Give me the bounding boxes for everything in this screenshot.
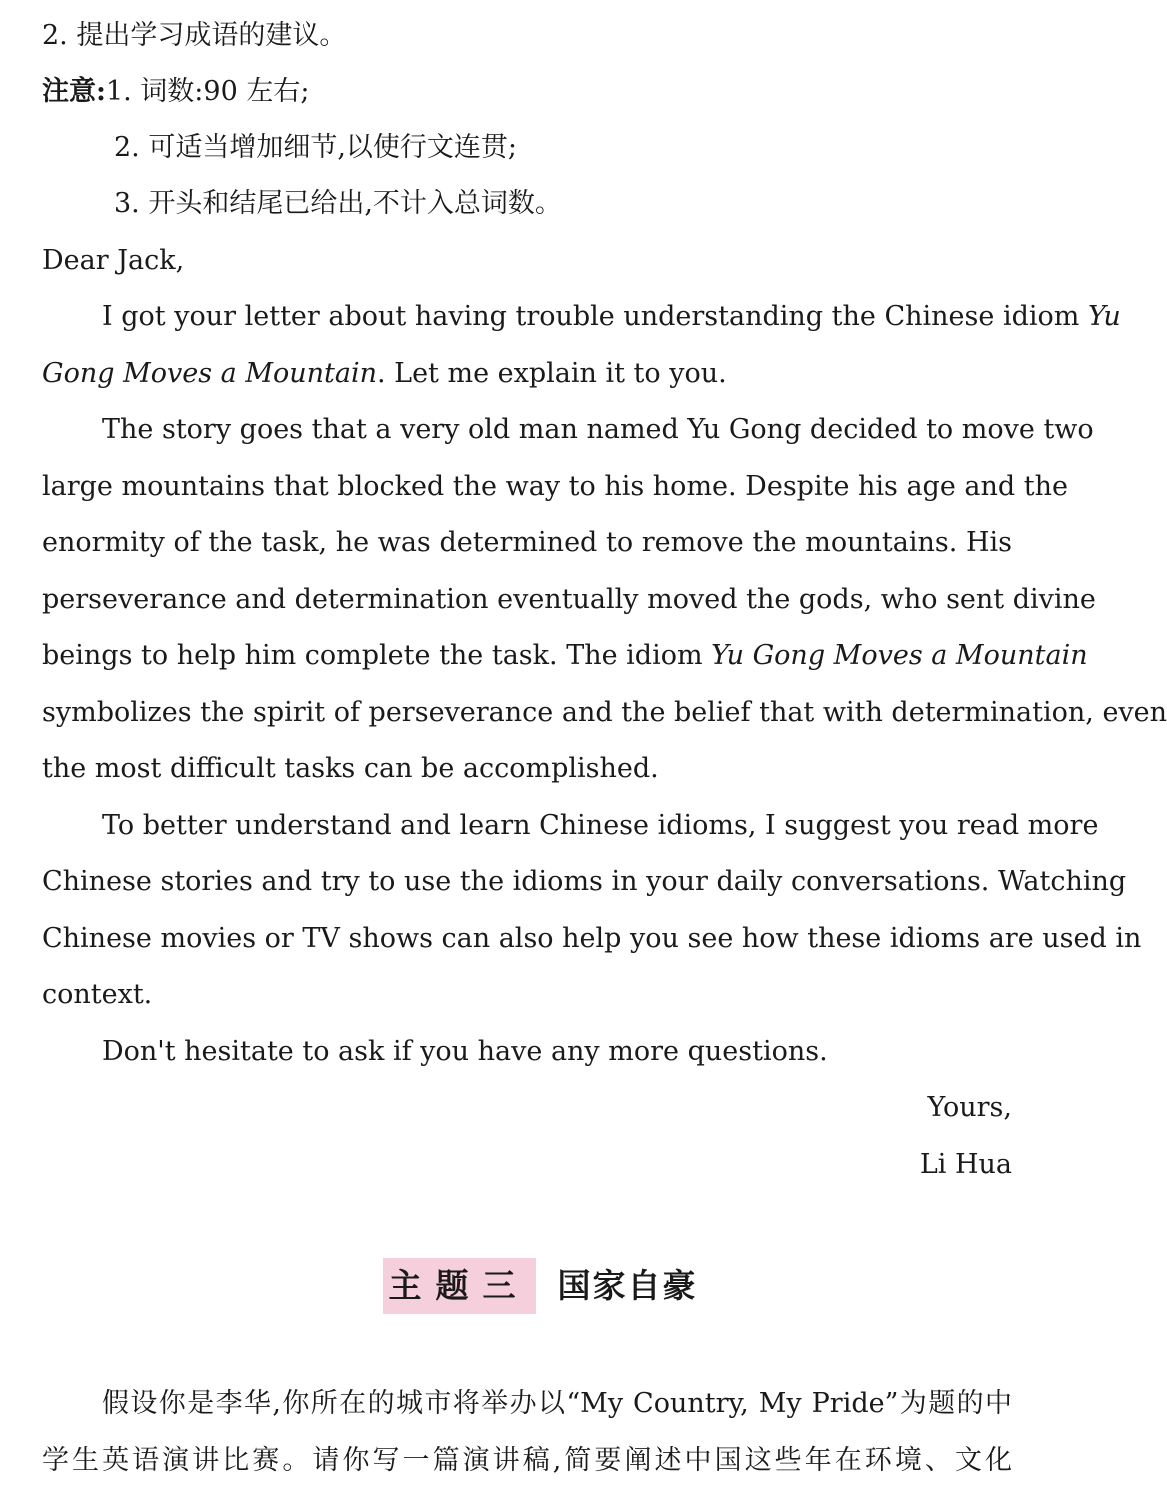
- letter-paragraph-2-line-4: perseverance and determination eventually moved the gods, who sent divine: [42, 584, 1096, 615]
- letter-paragraph-2-line-6: symbolizes the spirit of perseverance and the belief that with determination, even: [42, 697, 1167, 728]
- letter-paragraph-3-line-1: To better understand and learn Chinese idioms, I suggest you read more: [102, 810, 1099, 841]
- letter-paragraph-2-line-1: The story goes that a very old man named Yu Gong decided to move two: [102, 414, 1094, 445]
- letter-paragraph-2-line-5: [42, 628, 1088, 684]
- letter-salutation: Dear Jack,: [42, 245, 185, 276]
- theme-title: 国家自豪: [557, 1266, 698, 1305]
- note-label: 注意:: [42, 76, 106, 107]
- instruction-item-2: 2. 提出学习成语的建议。: [42, 20, 347, 51]
- letter-paragraph-1-line-1: [102, 289, 1121, 345]
- letter-signature: Li Hua: [919, 1149, 1012, 1180]
- note-3: 3. 开头和结尾已给出,不计入总词数。: [114, 188, 562, 219]
- letter-paragraph-1-line-2: [42, 346, 1012, 402]
- letter-paragraph-4: Don't hesitate to ask if you have any more questions.: [102, 1036, 828, 1067]
- letter-paragraph-3-line-4: context.: [42, 979, 153, 1010]
- letter-paragraph-2-line-7: the most difficult tasks can be accomplished.: [42, 753, 659, 784]
- letter-paragraph-2-line-3: enormity of the task, he was determined to remove the mountains. His: [42, 527, 1012, 558]
- idiom-title: Gong Moves a Mountain: [42, 358, 377, 389]
- letter-closing: Yours,: [927, 1092, 1012, 1123]
- note-1: 1. 词数:90 左右;: [105, 76, 310, 107]
- text: . Let me explain it to you.: [376, 358, 727, 389]
- note-2: 2. 可适当增加细节,以使行文连贯;: [114, 132, 518, 163]
- task-line-2: 学生英语演讲比赛。请你写一篇演讲稿,简要阐述中国这些年在环境、文化: [42, 1445, 1012, 1476]
- note-line-1: [42, 64, 1012, 120]
- letter-paragraph-3-line-3: Chinese movies or TV shows can also help you see how these idioms are used in: [42, 923, 1142, 954]
- task-line-1: 假设你是李华,你所在的城市将举办以“My Country, My Pride”为题的中: [102, 1388, 1012, 1419]
- text: beings to help him complete the task. The idiom: [42, 640, 712, 671]
- idiom-title: Yu Gong Moves a Mountain: [711, 640, 1088, 671]
- theme-label: 主题三: [383, 1258, 536, 1314]
- letter-paragraph-3-line-2: Chinese stories and try to use the idioms in your daily conversations. Watching: [42, 866, 1127, 897]
- text: I got your letter about having trouble understanding the Chinese idiom: [102, 301, 1088, 332]
- theme-heading: [0, 1258, 1080, 1314]
- idiom-title: Yu: [1087, 301, 1121, 332]
- letter-paragraph-2-line-2: large mountains that blocked the way to his home. Despite his age and the: [42, 471, 1068, 502]
